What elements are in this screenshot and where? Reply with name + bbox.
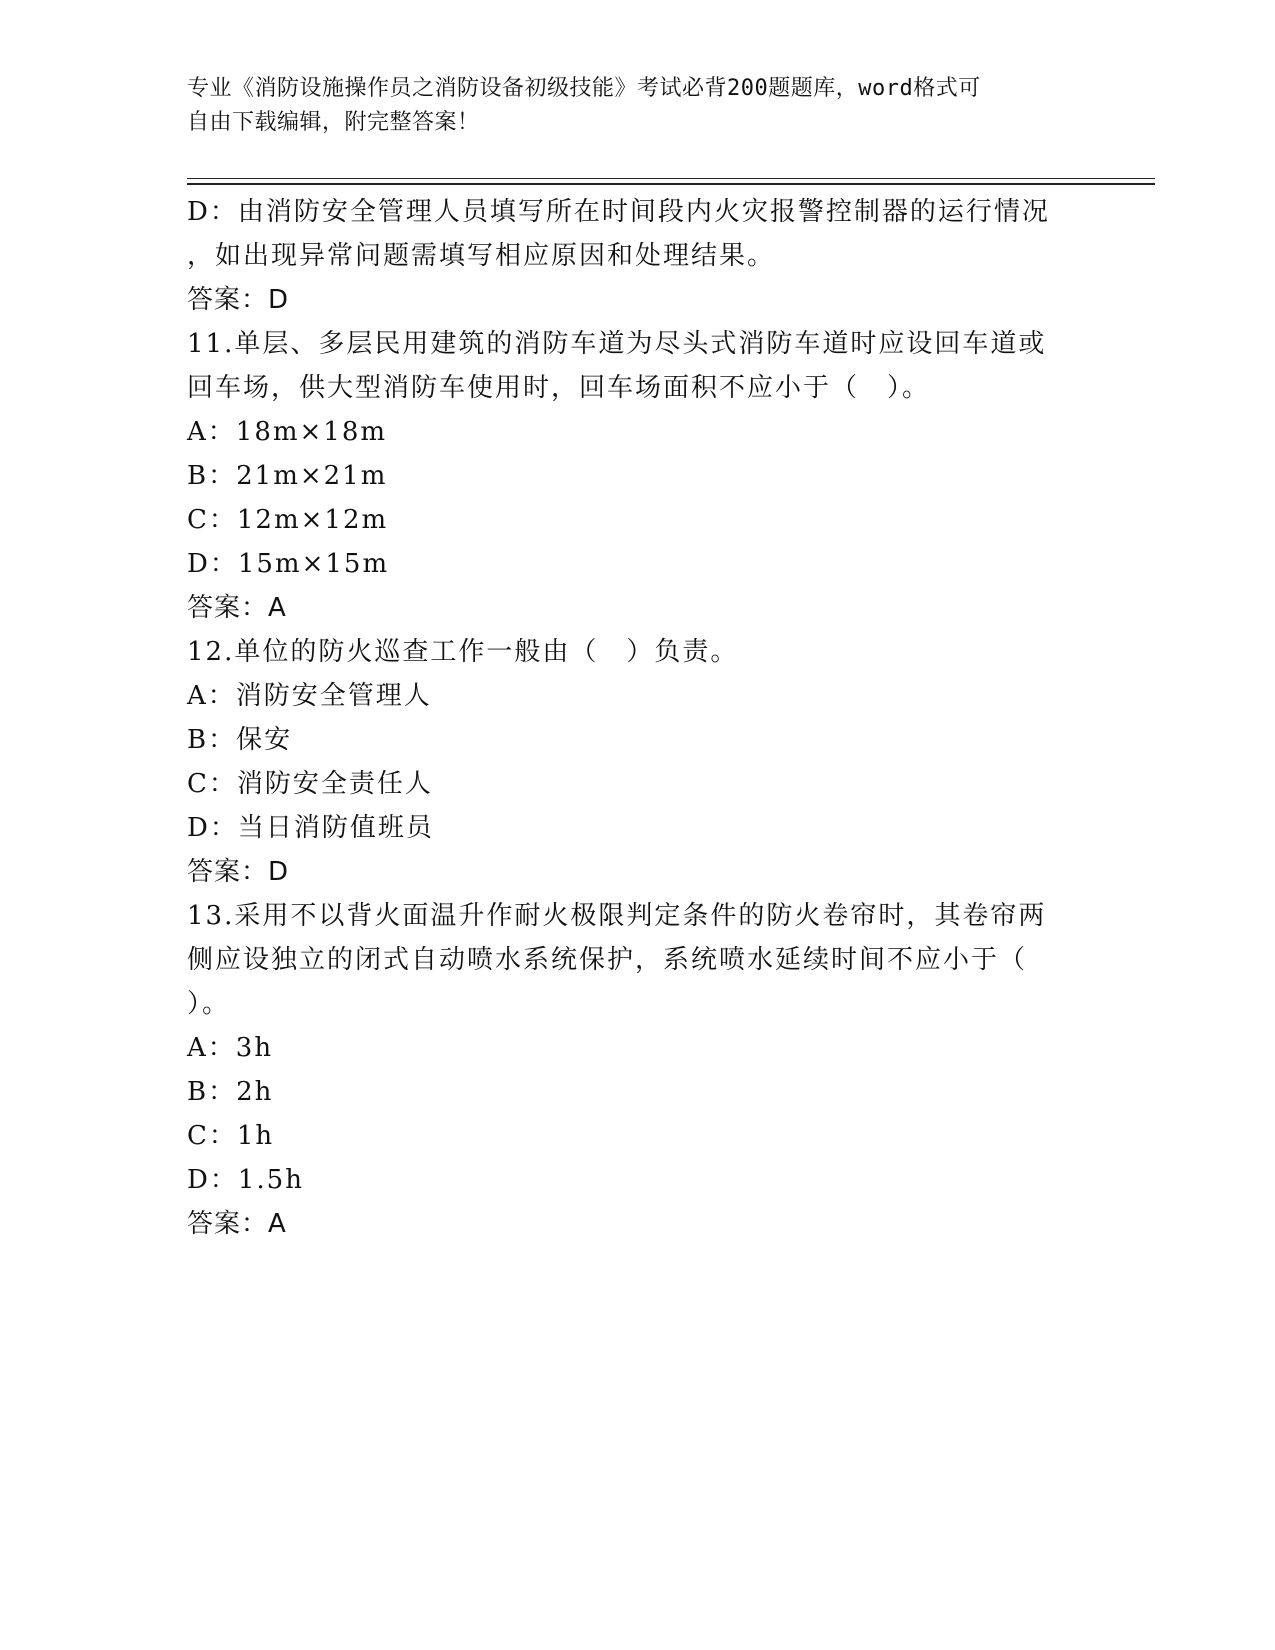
question-stem-line-1: 12.单位的防火巡查工作一般由（ ）负责。 (187, 637, 739, 667)
question-block-11 (187, 322, 1087, 630)
answer-text: 答案：A (187, 1209, 287, 1239)
option-a: A：18m×18m (187, 417, 388, 447)
option-c: C：消防安全责任人 (187, 769, 433, 799)
option-b: B：2h (187, 1077, 274, 1107)
option-b: B：21m×21m (187, 461, 388, 491)
option-b: B：保安 (187, 725, 293, 755)
option-c: C：12m×12m (187, 505, 389, 535)
option-a: A：3h (187, 1033, 274, 1063)
header-title-line-2: 自由下载编辑，附完整答案！ (187, 110, 480, 135)
header-divider-thin (187, 178, 1155, 179)
document-header (187, 72, 1077, 140)
question-stem-line-3: ）。 (187, 989, 231, 1019)
option-d: D：15m×15m (187, 549, 390, 579)
question-block-previous (187, 190, 1087, 322)
answer-text: 答案：A (187, 593, 287, 623)
question-block-12 (187, 630, 1087, 894)
option-d: D：1.5h (187, 1165, 304, 1195)
header-title-line-1: 专业《消防设施操作员之消防设备初级技能》考试必背200题题库，word格式可 (187, 76, 981, 101)
option-c: C：1h (187, 1121, 275, 1151)
question-stem-line-2: 侧应设独立的闭式自动喷水系统保护，系统喷水延续时间不应小于（ (187, 945, 1028, 975)
header-divider-thick (187, 183, 1155, 185)
answer-text: 答案：D (187, 857, 290, 887)
question-stem-line-1: 13.采用不以背火面温升作耐火极限判定条件的防火卷帘时，其卷帘两 (187, 901, 1047, 931)
option-d-line-1: D：由消防安全管理人员填写所在时间段内火灾报警控制器的运行情况 (187, 197, 1050, 227)
question-block-13 (187, 894, 1087, 1246)
option-d: D：当日消防值班员 (187, 813, 434, 843)
question-stem-line-1: 11.单层、多层民用建筑的消防车道为尽头式消防车道时应设回车道或 (187, 329, 1047, 359)
option-a: A：消防安全管理人 (187, 681, 432, 711)
option-d-line-2: ，如出现异常问题需填写相应原因和处理结果。 (187, 241, 776, 271)
question-list (187, 190, 1087, 1246)
question-stem-line-2: 回车场，供大型消防车使用时，回车场面积不应小于（ ）。 (187, 373, 931, 403)
answer-text: 答案：D (187, 285, 290, 315)
